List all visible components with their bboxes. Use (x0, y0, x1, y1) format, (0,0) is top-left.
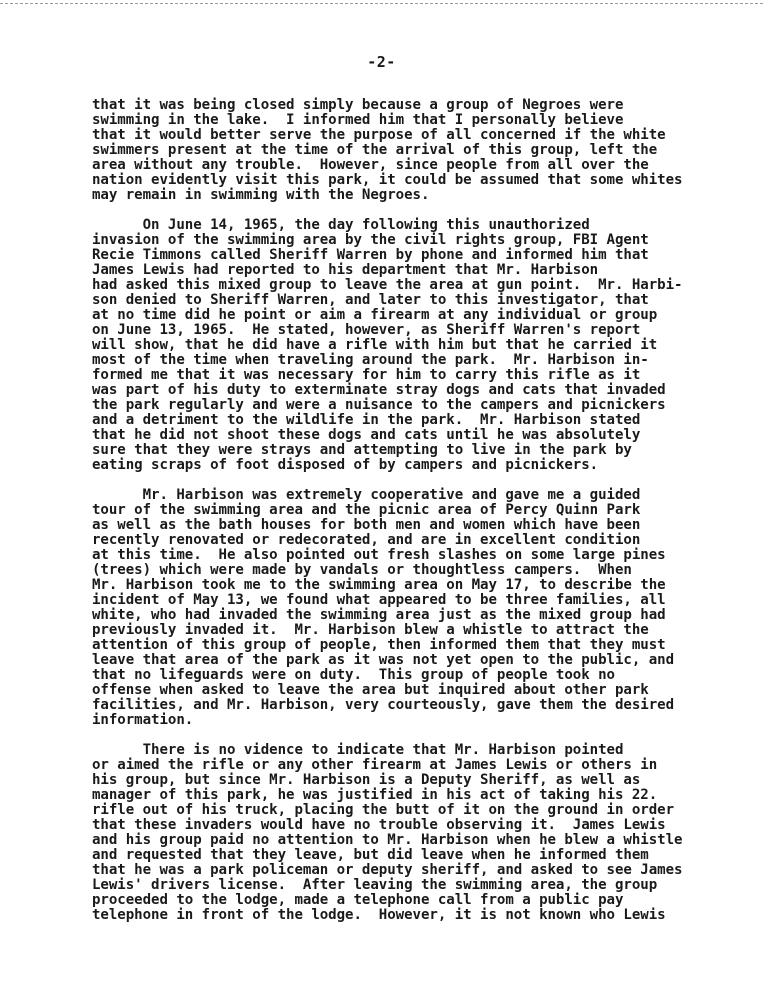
text-line: rifle out of his truck, placing the butt of it on the ground in order (92, 802, 675, 818)
text-line: On June 14, 1965, the day following this unauthorized (92, 217, 590, 233)
text-line: previously invaded it. Mr. Harbison blew a whistle to attract the (92, 622, 649, 638)
text-line: that these invaders would have no trouble observing it. James Lewis (92, 817, 666, 833)
text-line: facilities, and Mr. Harbison, very courteously, gave them the desired (92, 697, 675, 713)
paragraph-2 (92, 218, 757, 473)
text-line: area without any trouble. However, since people from all over the (92, 157, 649, 173)
text-line: formed me that it was necessary for him to carry this rifle as it (92, 367, 641, 383)
text-line: invasion of the swimming area by the civil rights group, FBI Agent (92, 232, 649, 248)
text-line: may remain in swimming with the Negroes. (92, 187, 430, 203)
text-line: manager of this park, he was justified in his act of taking his 22. (92, 787, 658, 803)
text-line: was part of his duty to exterminate stray dogs and cats that invaded (92, 382, 666, 398)
text-line: at this time. He also pointed out fresh slashes on some large pines (92, 547, 666, 563)
paragraph-4 (92, 743, 757, 923)
text-line: (trees) which were made by vandals or thoughtless campers. When (92, 562, 632, 578)
text-line: and his group paid no attention to Mr. Harbison when he blew a whistle (92, 832, 683, 848)
text-line: that he was a park policeman or deputy sheriff, and asked to see James (92, 862, 683, 878)
text-line: son denied to Sheriff Warren, and later to this investigator, that (92, 292, 649, 308)
text-line: James Lewis had reported to his department that Mr. Harbison (92, 262, 599, 278)
text-line: Recie Timmons called Sheriff Warren by phone and informed him that (92, 247, 649, 263)
text-line: sure that they were strays and attempting to live in the park by (92, 442, 632, 458)
text-line: had asked this mixed group to leave the area at gun point. Mr. Harbi- (92, 277, 683, 293)
page-top-edge (0, 3, 763, 4)
text-line: his group, but since Mr. Harbison is a Deputy Sheriff, as well as (92, 772, 641, 788)
text-line: that no lifeguards were on duty. This group of people took no (92, 667, 615, 683)
text-line: eating scraps of foot disposed of by campers and picnickers. (92, 457, 599, 473)
text-line: will show, that he did have a rifle with him but that he carried it (92, 337, 658, 353)
text-line: leave that area of the park as it was not yet open to the public, and (92, 652, 675, 668)
text-line: at no time did he point or aim a firearm at any individual or group (92, 307, 658, 323)
text-line: swimming in the lake. I informed him that I personally believe (92, 112, 624, 128)
text-line: swimmers present at the time of the arrival of this group, left the (92, 142, 658, 158)
text-line: nation evidently visit this park, it could be assumed that some whites (92, 172, 683, 188)
text-line: most of the time when traveling around the park. Mr. Harbison in- (92, 352, 649, 368)
text-line: telephone in front of the lodge. However, it is not known who Lewis (92, 907, 666, 923)
document-body (92, 98, 757, 923)
text-line: incident of May 13, we found what appeared to be three families, all (92, 592, 666, 608)
text-line: proceeded to the lodge, made a telephone call from a public pay (92, 892, 624, 908)
text-line: and requested that they leave, but did leave when he informed them (92, 847, 649, 863)
paragraph-1 (92, 98, 757, 203)
text-line: on June 13, 1965. He stated, however, as Sheriff Warren's report (92, 322, 641, 338)
text-line: There is no vidence to indicate that Mr. Harbison pointed (92, 742, 624, 758)
text-line: tour of the swimming area and the picnic area of Percy Quinn Park (92, 502, 641, 518)
paragraph-3 (92, 488, 757, 728)
text-line: that it was being closed simply because a group of Negroes were (92, 97, 624, 113)
text-line: recently renovated or redecorated, and are in excellent condition (92, 532, 641, 548)
text-line: Mr. Harbison took me to the swimming area on May 17, to describe the (92, 577, 666, 593)
page-number: -2- (367, 53, 396, 71)
text-line: offense when asked to leave the area but inquired about other park (92, 682, 649, 698)
text-line: that it would better serve the purpose of all concerned if the white (92, 127, 666, 143)
text-line: and a detriment to the wildlife in the park. Mr. Harbison stated (92, 412, 641, 428)
text-line: white, who had invaded the swimming area just as the mixed group had (92, 607, 666, 623)
text-line: Lewis' drivers license. After leaving the swimming area, the group (92, 877, 658, 893)
text-line: attention of this group of people, then informed them that they must (92, 637, 666, 653)
text-line: as well as the bath houses for both men and women which have been (92, 517, 641, 533)
text-line: or aimed the rifle or any other firearm at James Lewis or others in (92, 757, 658, 773)
text-line: that he did not shoot these dogs and cats until he was absolutely (92, 427, 641, 443)
text-line: the park regularly and were a nuisance to the campers and picnickers (92, 397, 666, 413)
text-line: Mr. Harbison was extremely cooperative and gave me a guided (92, 487, 641, 503)
text-line: information. (92, 712, 194, 728)
